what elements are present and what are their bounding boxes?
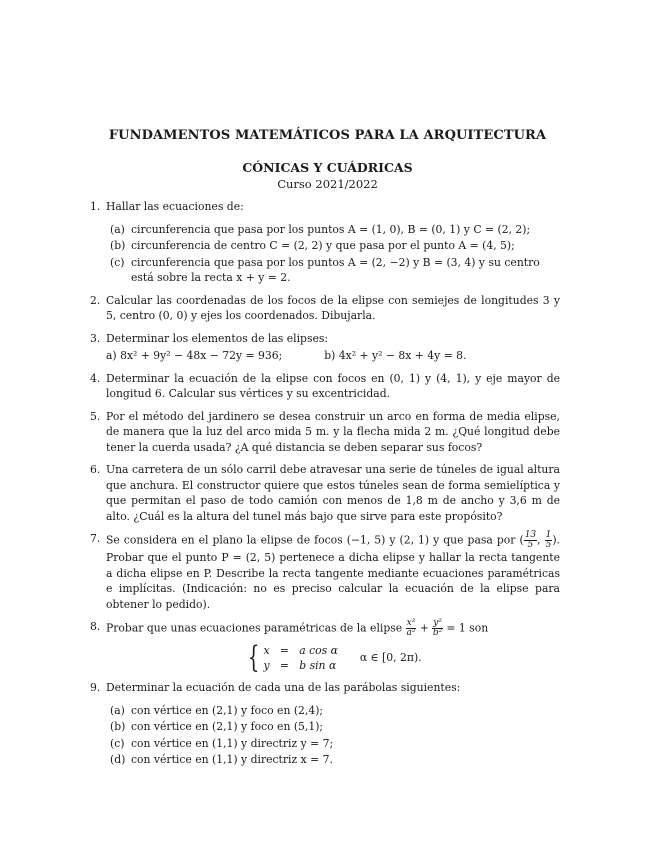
subproblem [110, 703, 560, 719]
problem-text [106, 619, 560, 638]
problem-number: 3. [90, 331, 101, 345]
system-line-x: x = a cos α [263, 644, 338, 657]
subproblem-label: (c) [110, 736, 125, 750]
fraction-denominator: 5 [527, 540, 534, 550]
fraction-numerator: 1 [545, 530, 552, 540]
subproblem-text: circunferencia que pasa por los puntos A = (1, 0), B = (0, 1) y C = (2, 2); [131, 222, 531, 236]
problem-number: 7. [90, 532, 101, 545]
subproblem-text: circunferencia de centro C = (2, 2) y que pasa por el punto A = (4, 5); [131, 239, 515, 252]
parameter-range: α ∈ [0, 2π). [359, 651, 422, 665]
fraction-numerator: 13 [524, 530, 537, 540]
fraction-denominator: a² [406, 628, 416, 638]
subproblem-list [110, 703, 560, 768]
problem-number: 6. [90, 463, 101, 476]
problem-text: Determinar la ecuación de cada una de las parábolas siguientes: [106, 681, 461, 694]
problem-text-end: ). Probar que el punto P = (2, 5) pertenece a dicha elipse y hallar la recta tangente a dicha elipse en P. Describe la recta tangente mediante ecuaciones paramétricas e implícitas. (Indicación: no es preciso calcular la ecuación de la elipse para obtener lo pedido). [106, 533, 560, 611]
problem-3 [90, 331, 560, 364]
fraction-denominator: b² [432, 628, 443, 638]
problem-2 [90, 293, 560, 324]
plus-sign: + [419, 621, 429, 635]
fraction-denominator: 5 [545, 540, 552, 550]
problem-text: Calcular las coordenadas de los focos de la elipse con semiejes de longitudes 3 y 5, centro (0, 0) y ejes los coordenados. Dibujarla. [106, 293, 560, 322]
problem-text: Una carretera de un sólo carril debe atravesar una serie de túneles de igual altura que anchura. El constructor quiere que estos túneles sean de forma semielíptica y que permitan el paso de todo camión con menos de 1,8 m de ancho y 3,6 m de alto. ¿Cuál es la altura del tunel más bajo que sirve para este propósito? [106, 463, 560, 523]
problem-5 [90, 409, 560, 456]
problem-text: Hallar las ecuaciones de: [106, 200, 244, 213]
subproblem-text: circunferencia que pasa por los puntos A = (2, −2) y B = (3, 4) y su centro está sobre la recta x + y = 2. [131, 255, 540, 284]
problem-text-end: = 1 son [446, 621, 489, 635]
problem-number: 8. [90, 620, 101, 633]
subproblem-list [110, 222, 560, 286]
course-year: Curso 2021/2022 [277, 177, 378, 191]
subproblem [110, 222, 560, 238]
subproblem-text: con vértice en (1,1) y directriz y = 7; [131, 736, 334, 750]
problem-7 [90, 531, 560, 612]
problem-list [90, 199, 560, 775]
problem-number: 5. [90, 409, 101, 423]
fraction-numerator: y² [433, 618, 442, 628]
document-subtitle: CÓNICAS Y CUÁDRICAS [242, 160, 413, 175]
problem-number: 4. [90, 371, 101, 385]
problem-8 [90, 619, 560, 673]
subproblem [110, 238, 560, 254]
fraction-numerator: x² [406, 618, 416, 628]
subproblem [110, 719, 560, 735]
subproblem [110, 752, 560, 768]
subproblem-text: con vértice en (1,1) y directriz x = 7. [131, 753, 333, 766]
problem-number: 1. [90, 200, 101, 213]
problem-text: Determinar los elementos de las elipses: [106, 331, 329, 345]
problem-text: Determinar la ecuación de la elipse con focos en (0, 1) y (4, 1), y eje mayor de longitud 6. Calcular sus vértices y su excentricidad. [106, 371, 560, 400]
system-lines [263, 643, 337, 673]
fraction-13-5 [524, 531, 537, 550]
equation-system [244, 640, 338, 675]
problem-text [106, 531, 560, 612]
problem-text-start: Probar que unas ecuaciones paramétricas de la elipse [106, 621, 403, 635]
problem-number: 2. [90, 293, 101, 307]
document-title: FUNDAMENTOS MATEMÁTICOS PARA LA ARQUITECTURA [108, 128, 547, 143]
subproblem-text: con vértice en (2,1) y foco en (2,4); [131, 703, 324, 717]
system-line-y: y = b sin α [263, 659, 337, 672]
problem-6 [90, 462, 560, 524]
subproblem-label: (b) [110, 239, 126, 252]
problem-9 [90, 680, 560, 768]
problem-text-start: Se considera en el plano la elipse de focos (−1, 5) y (2, 1) y que pasa por ( [106, 533, 524, 547]
fraction-x2-a2 [406, 619, 417, 638]
brace-symbol: { [248, 640, 260, 675]
subproblem [110, 255, 560, 286]
subproblem-label: (b) [110, 720, 126, 733]
subproblem-text: con vértice en (2,1) y foco en (5,1); [131, 720, 324, 733]
problem-1 [90, 199, 560, 286]
problem-number: 9. [90, 681, 101, 694]
equation-row [106, 348, 560, 364]
subproblem-label: (a) [110, 222, 125, 236]
ellipse-equation-b: b) 4x² + y² − 8x + 4y = 8. [324, 349, 467, 362]
problem-4 [90, 371, 560, 402]
fraction-y2-b2 [432, 619, 443, 638]
subproblem-label: (c) [110, 255, 125, 269]
subproblem-label: (d) [110, 753, 126, 766]
parametric-system [106, 640, 560, 675]
comma: , [537, 533, 545, 547]
ellipse-equation-a: a) 8x² + 9y² − 48x − 72y = 936; [106, 349, 283, 362]
problem-text: Por el método del jardinero se desea construir un arco en forma de media elipse, de manera que la luz del arco mida 5 m. y la flecha mida 2 m. ¿Qué longitud debe tener la cuerda usada? ¿A qué distancia se deben separar sus focos? [106, 409, 560, 454]
subproblem-label: (a) [110, 703, 125, 717]
subproblem [110, 736, 560, 752]
